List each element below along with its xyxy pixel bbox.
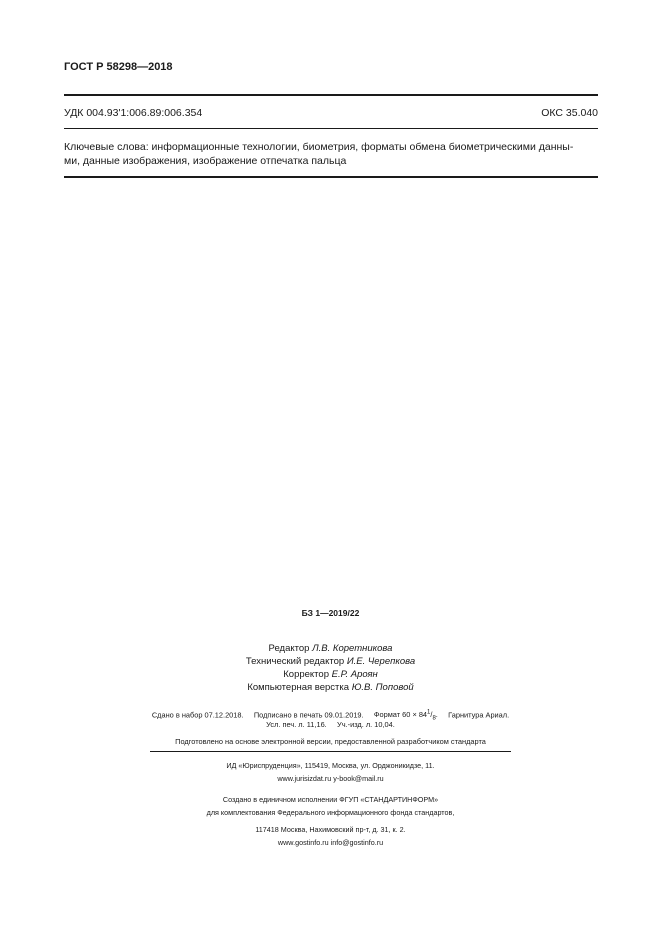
printer-address: 117418 Москва, Нахимовский пр-т, д. 31, к. 2.: [255, 825, 406, 834]
credit-name: И.Е. Черепкова: [346, 656, 416, 667]
printer-line-2: для комплектования Федерального информационного фонда стандартов,: [206, 807, 455, 817]
classification-divider: [64, 128, 598, 129]
credit-corrector: Корректор Е.Р. Ароян: [283, 669, 378, 680]
paper-format: Формат $60 \times 84^1/_8$.: [373, 710, 438, 722]
publisher-address: ИД «Юриспруденция», 115419, Москва, ул. Орджоникидзе, 11.: [226, 761, 435, 770]
keywords-divider: [64, 176, 598, 178]
credit-editor: Редактор Л.В. Коретникова: [268, 643, 393, 654]
printer-contacts: www.gostinfo.ru info@gostinfo.ru: [277, 837, 384, 847]
oks-code: ОКС 35.040: [541, 107, 598, 119]
sheet-counts: Усл. печ. л. 11,16. Уч.-изд. л. 10,04.: [266, 720, 395, 729]
print-dates: Сдано в набор 07.12.2018. Подписано в печать 09.01.2019. Формат $60 \times 84^1/_8$. Гарнитура Ариал.: [151, 710, 510, 722]
publisher: [0, 760, 661, 785]
printer-line-1: Создано в единичном исполнении ФГУП «СТАНДАРТИНФОРМ»: [222, 795, 439, 804]
credit-layout: Компьютерная верстка Ю.В. Поповой: [247, 682, 414, 693]
credit-name: Л.В. Коретникова: [312, 643, 393, 654]
credits: [0, 642, 661, 694]
keywords-line-1: Ключевые слова: информационные технологии, биометрия, форматы обмена биометрическими данны-: [64, 141, 574, 153]
credit-name: Ю.В. Поповой: [351, 682, 414, 693]
keywords-line-2: ми, данные изображения, изображение отпечатка пальца: [64, 155, 347, 167]
keywords: [64, 140, 598, 168]
bz-number: БЗ 1—2019/22: [301, 608, 360, 618]
standard-number: ГОСТ Р 58298—2018: [64, 61, 173, 73]
credit-tech-editor: Технический редактор И.Е. Черепкова: [245, 656, 416, 667]
printer: [0, 794, 661, 849]
udk-code: УДК 004.93'1:006.89:006.354: [64, 107, 203, 119]
top-divider: [64, 94, 598, 96]
credit-name: Е.Р. Ароян: [331, 669, 378, 680]
publisher-divider: [150, 751, 511, 752]
publisher-contacts: www.jurisizdat.ru y-book@mail.ru: [277, 773, 384, 783]
prepared-note: Подготовлено на основе электронной версии, предоставленной разработчиком стандарта: [175, 737, 486, 746]
